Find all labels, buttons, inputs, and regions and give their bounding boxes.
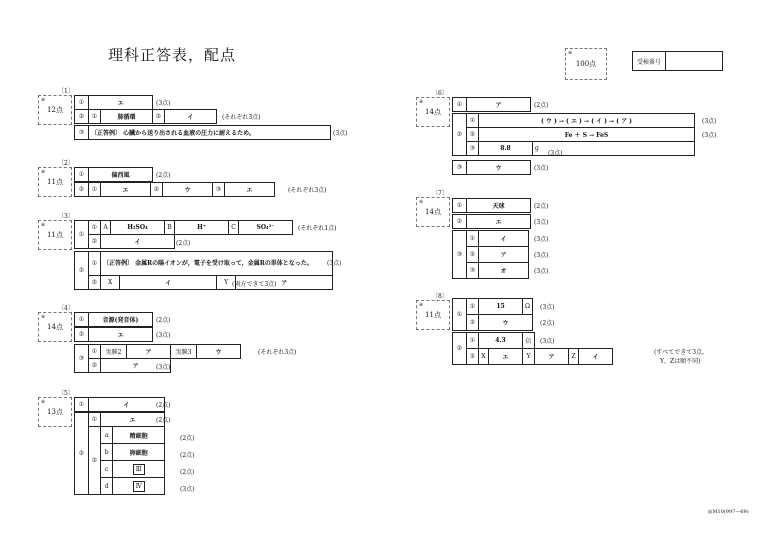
section-8-number: 〔8〕 [432,293,448,300]
sections-s2-r1-pts: (2点) [156,172,171,179]
sections-s8-r1-pts: (3点) [540,304,555,311]
sections-s5-r3-items-0-v: 精細胞 [113,427,165,444]
sections-s4-r4-s: ② [89,359,101,373]
sections-s3-r4-Xv: イ [120,276,217,290]
sections-s7-r2-pts: (3点) [534,219,549,226]
sections-s8-star: ※ [419,302,424,308]
sections-s5-r3-items-1-l: b [101,444,113,461]
sections-s7-r4-pts: (3点) [534,252,549,259]
section-8-score [416,300,450,330]
sections-s7-r1-pts: (2点) [534,203,549,210]
sections-s2-r2-pts: (それぞれ3点) [288,187,327,194]
sections-s6-r4-a: 8.8 [479,142,533,156]
section-7-row-3 [452,230,529,279]
section-2-row-1 [74,167,153,182]
table-cell [171,359,241,373]
sections-s5-r3-items-0-l: a [101,427,113,444]
section-1-number: 〔1〕 [58,88,74,95]
section-5-score [38,397,72,427]
sections-s3-r4-Yv: ア [236,276,333,290]
section-4-score [38,312,72,342]
total-score-box [565,48,607,80]
section-4-row-2 [74,327,153,342]
total-star: ※ [568,50,573,56]
sections-s6-r1-pts: (2点) [534,102,549,109]
sections-s1-r3-pts: (3点) [333,130,348,137]
sections-s3-r1-pts: (それぞれ1点) [298,225,337,232]
sections-s8-score: 11点 [425,311,441,319]
sections-s7-r5-pts: (3点) [534,268,549,275]
exam-number-box [632,51,723,71]
sections-s1-r2-n: ② [75,110,89,124]
sections-s4-r3-pts: (それぞれ3点) [258,349,297,356]
sections-s3-r1-B: B [165,221,175,235]
sections-s6-r5-n: ③ [453,161,467,175]
section-1-row-3 [74,125,331,140]
sections-s6-r1-a: ア [467,98,531,112]
sections-s3-n1: ① [75,221,89,249]
sections-s1-r1-pts: (3点) [156,100,171,107]
sections-s2-r2-a3: エ [225,183,275,197]
sections-s1-r2-s2: ② [153,110,165,124]
sections-s6-r3-pts: (3点) [702,132,717,139]
section-8-part-2 [452,332,613,365]
section-3-part-2 [74,251,333,290]
sections-s1-r2-a1: 肺循環 [101,110,153,124]
sections-s5-star: ※ [41,399,46,405]
sections-s8-r3-s: ① [467,333,479,349]
section-7-row-1 [452,198,531,213]
sections-s5-r3-items-1-v: 卵細胞 [113,444,165,461]
sections-s5-r1-pts: (2点) [156,402,171,409]
sections-s2-r2-s2: ② [151,183,163,197]
sections-s1-r2-pts: (それぞれ3点) [222,114,261,121]
sections-s2-r1-n: ① [75,168,89,182]
exam-number-label: 受検番号 [633,52,666,71]
table-cell [113,478,165,495]
sections-s5-r3-items-2-l: c [101,461,113,478]
sections-s7-r2-a: エ [467,215,531,229]
sections-s3-star: ※ [41,222,46,228]
sections-s8-r3-u: 倍 [523,333,535,349]
sections-s2-r1-a: 偏西風 [89,168,153,182]
section-1-row-1 [74,95,153,110]
sections-s6-r2-pts: (3点) [702,118,717,125]
sections-s6-r4-pts: (3点) [548,150,563,157]
sections-s8-r4-X: X [479,349,489,365]
sections-s4-r2-a: エ [89,328,153,342]
sections-s2-r2-s1: ① [89,183,101,197]
sections-s8-r1-n: ① [453,299,467,331]
section-1-score [38,95,72,125]
section-6-row-2 [452,113,695,156]
sections-s8-r2-s: ② [467,315,479,331]
total-points: 100点 [575,60,597,68]
sections-s5-r3-items-3-pts: (3点) [180,486,195,493]
sections-s8-r4-pts1: (すべてできて3点。 [654,349,709,356]
sections-s7-score: 14点 [425,208,441,216]
sections-s7-r3-a: イ [479,231,529,247]
sections-s8-r3-a: 4.3 [479,333,523,349]
sections-s3-r4-Y: Y [216,276,235,290]
section-5-row-1 [74,397,165,412]
sections-s6-r3-a: Fe ＋ S → FeS [479,128,695,142]
sections-s7-r1-n: ① [453,199,467,213]
sections-s6-r2-a: ( ウ ) → ( エ ) → ( イ ) → ( ア ) [479,114,695,128]
sections-s5-r3-items-2-v: Ⅲ [133,464,145,475]
sections-s8-r4-Y: Y [523,349,535,365]
section-2-number: 〔2〕 [58,160,74,167]
section-4-row-1 [74,312,153,327]
sections-s3-score: 11点 [47,231,63,239]
sections-s8-r4-pts2: Y，Zは順不同) [660,358,701,365]
sections-s1-score: 12点 [47,106,63,114]
sections-s7-r3-pts: (3点) [534,236,549,243]
page-title: 理科正答表，配点 [108,46,237,64]
sections-s5-r1-a: イ [89,398,165,412]
sections-s8-r1-a: 15 [479,299,523,315]
section-5-row-2 [74,412,165,495]
sections-s4-r1-n: ① [75,313,89,327]
footer-code: ◎M10(997—69) [708,509,749,515]
sections-s6-r4-s: ③ [467,142,479,156]
sections-s5-score: 13点 [47,408,63,416]
sections-s7-star: ※ [419,199,424,205]
section-5-number: 〔5〕 [58,390,74,397]
sections-s3-r3-a: 〔正答例〕 金属Rの陽イオンが，電子を受け取って，金属Rの単体となった。 [101,252,333,276]
sections-s3-r3-pts: (3点) [327,260,342,267]
section-7-score [416,197,450,227]
sections-s4-star: ※ [41,314,46,320]
sections-s4-r1-a: 音源(発音体) [89,313,153,327]
sections-s4-r3-n: ③ [75,345,89,373]
sections-s8-r1-s: ① [467,299,479,315]
sections-s3-r1-s: ① [89,221,101,235]
sections-s3-r4-s: ② [89,276,101,290]
table-cell [113,461,165,478]
sections-s7-r3-n: ③ [453,231,467,279]
sections-s6-score: 14点 [425,108,441,116]
sections-s5-r2-pts: (2点) [156,417,171,424]
sections-s3-r1-Cv: SO₄²⁻ [239,221,293,235]
sections-s1-r3-a: 〔正答例〕 心臓から送り出される血液の圧力に耐えるため。 [89,126,331,140]
sections-s6-r5-pts: (3点) [534,165,549,172]
sections-s4-r1-pts: (2点) [156,317,171,324]
sections-s8-r4-Xv: エ [489,349,523,365]
sections-s7-r4-s: ② [467,247,479,263]
sections-s7-r3-s: ① [467,231,479,247]
sections-s4-r2-pts: (3点) [156,332,171,339]
sections-s3-r2-s: ② [89,235,101,249]
sections-s8-r4-Yv: ア [535,349,569,365]
sections-s7-r1-a: 天球 [467,199,531,213]
sections-s2-r2-a2: ウ [163,183,213,197]
sections-s4-r3-l2: 実験3 [171,345,197,359]
sections-s5-r3-items-0-pts: (2点) [180,435,195,442]
sections-s1-r3-n: ③ [75,126,89,140]
sections-s6-r2-s: ① [467,114,479,128]
sections-s4-score: 14点 [47,323,63,331]
section-7-number: 〔7〕 [432,190,448,197]
sections-s2-r2-a1: エ [101,183,151,197]
sections-s1-star: ※ [41,97,46,103]
sections-s6-r4-u: g [533,142,695,156]
sections-s4-r2-n: ② [75,328,89,342]
sections-s8-r2-pts: (2点) [540,320,555,327]
sections-s3-r4-X: X [101,276,120,290]
section-6-row-5 [452,160,531,175]
section-7-row-2 [452,214,531,229]
section-2-score [38,167,72,197]
table-cell [175,235,293,249]
sections-s1-r1-a: エ [89,96,153,110]
sections-s3-r1-A: A [101,221,111,235]
sections-s8-r3-pts: (3点) [540,338,555,345]
section-1-row-2 [74,109,217,124]
sections-s5-r2-n: ② [75,413,89,495]
sections-s6-r5-a: ウ [467,161,531,175]
sections-s5-r1-n: ① [75,398,89,412]
sections-s8-r4-Zv: イ [579,349,613,365]
sections-s4-r4-a: ア [101,359,171,373]
sections-s5-r2-s: ① [89,413,101,427]
sections-s4-r3-a1: ア [127,345,171,359]
section-2-row-2 [74,182,275,197]
section-8-part-1 [452,298,533,331]
sections-s8-r3-n: ② [453,333,467,365]
sections-s3-r3-s: ① [89,252,101,276]
exam-number-field[interactable] [666,52,723,71]
sections-s3-n2: ② [75,252,89,290]
sections-s8-r4-Z: Z [569,349,579,365]
sections-s4-r3-l1: 実験2 [101,345,127,359]
sections-s1-r1-n: ① [75,96,89,110]
sections-s5-r3-s: ② [89,427,101,495]
sections-s7-r4-a: ア [479,247,529,263]
sections-s8-r2-a: ウ [479,315,533,331]
sections-s1-r2-s1: ① [89,110,101,124]
sections-s8-r4-s: ② [467,349,479,365]
sections-s2-star: ※ [41,169,46,175]
sections-s1-r2-a2: イ [165,110,217,124]
section-3-score [38,220,72,250]
sections-s2-r2-s3: ③ [213,183,225,197]
sections-s4-r4-pts: (3点) [156,364,171,371]
sections-s6-r2-n: ② [453,114,467,156]
sections-s6-star: ※ [419,99,424,105]
sections-s8-r1-u: Ω [523,299,533,315]
sections-s3-r1-C: C [229,221,239,235]
section-4-number: 〔4〕 [58,305,74,312]
sections-s3-r2-a: イ [101,235,175,249]
sections-s5-r2-a: エ [101,413,165,427]
sections-s7-r5-a: オ [479,263,529,279]
sections-s6-r3-s: ② [467,128,479,142]
section-6-score [416,97,450,127]
section-3-number: 〔3〕 [58,213,74,220]
sections-s3-r4-pts: (両方できて3点) [232,281,277,288]
section-6-row-1 [452,97,531,112]
sections-s5-r3-items-1-pts: (2点) [180,452,195,459]
sections-s4-r3-a2: ウ [197,345,241,359]
sections-s5-r3-items-3-v: Ⅳ [133,481,145,492]
sections-s6-r1-n: ① [453,98,467,112]
sections-s2-r2-n: ② [75,183,89,197]
sections-s3-r1-Av: H₂SO₄ [111,221,165,235]
sections-s7-r5-s: ③ [467,263,479,279]
sections-s3-r2-pts: (2点) [176,240,191,247]
sections-s4-r3-s: ① [89,345,101,359]
sections-s3-r1-Bv: H⁺ [175,221,229,235]
section-6-number: 〔6〕 [432,90,448,97]
sections-s7-r2-n: ② [453,215,467,229]
sections-s2-score: 11点 [47,178,63,186]
sections-s5-r3-items-3-l: d [101,478,113,495]
sections-s5-r3-items-2-pts: (2点) [180,469,195,476]
